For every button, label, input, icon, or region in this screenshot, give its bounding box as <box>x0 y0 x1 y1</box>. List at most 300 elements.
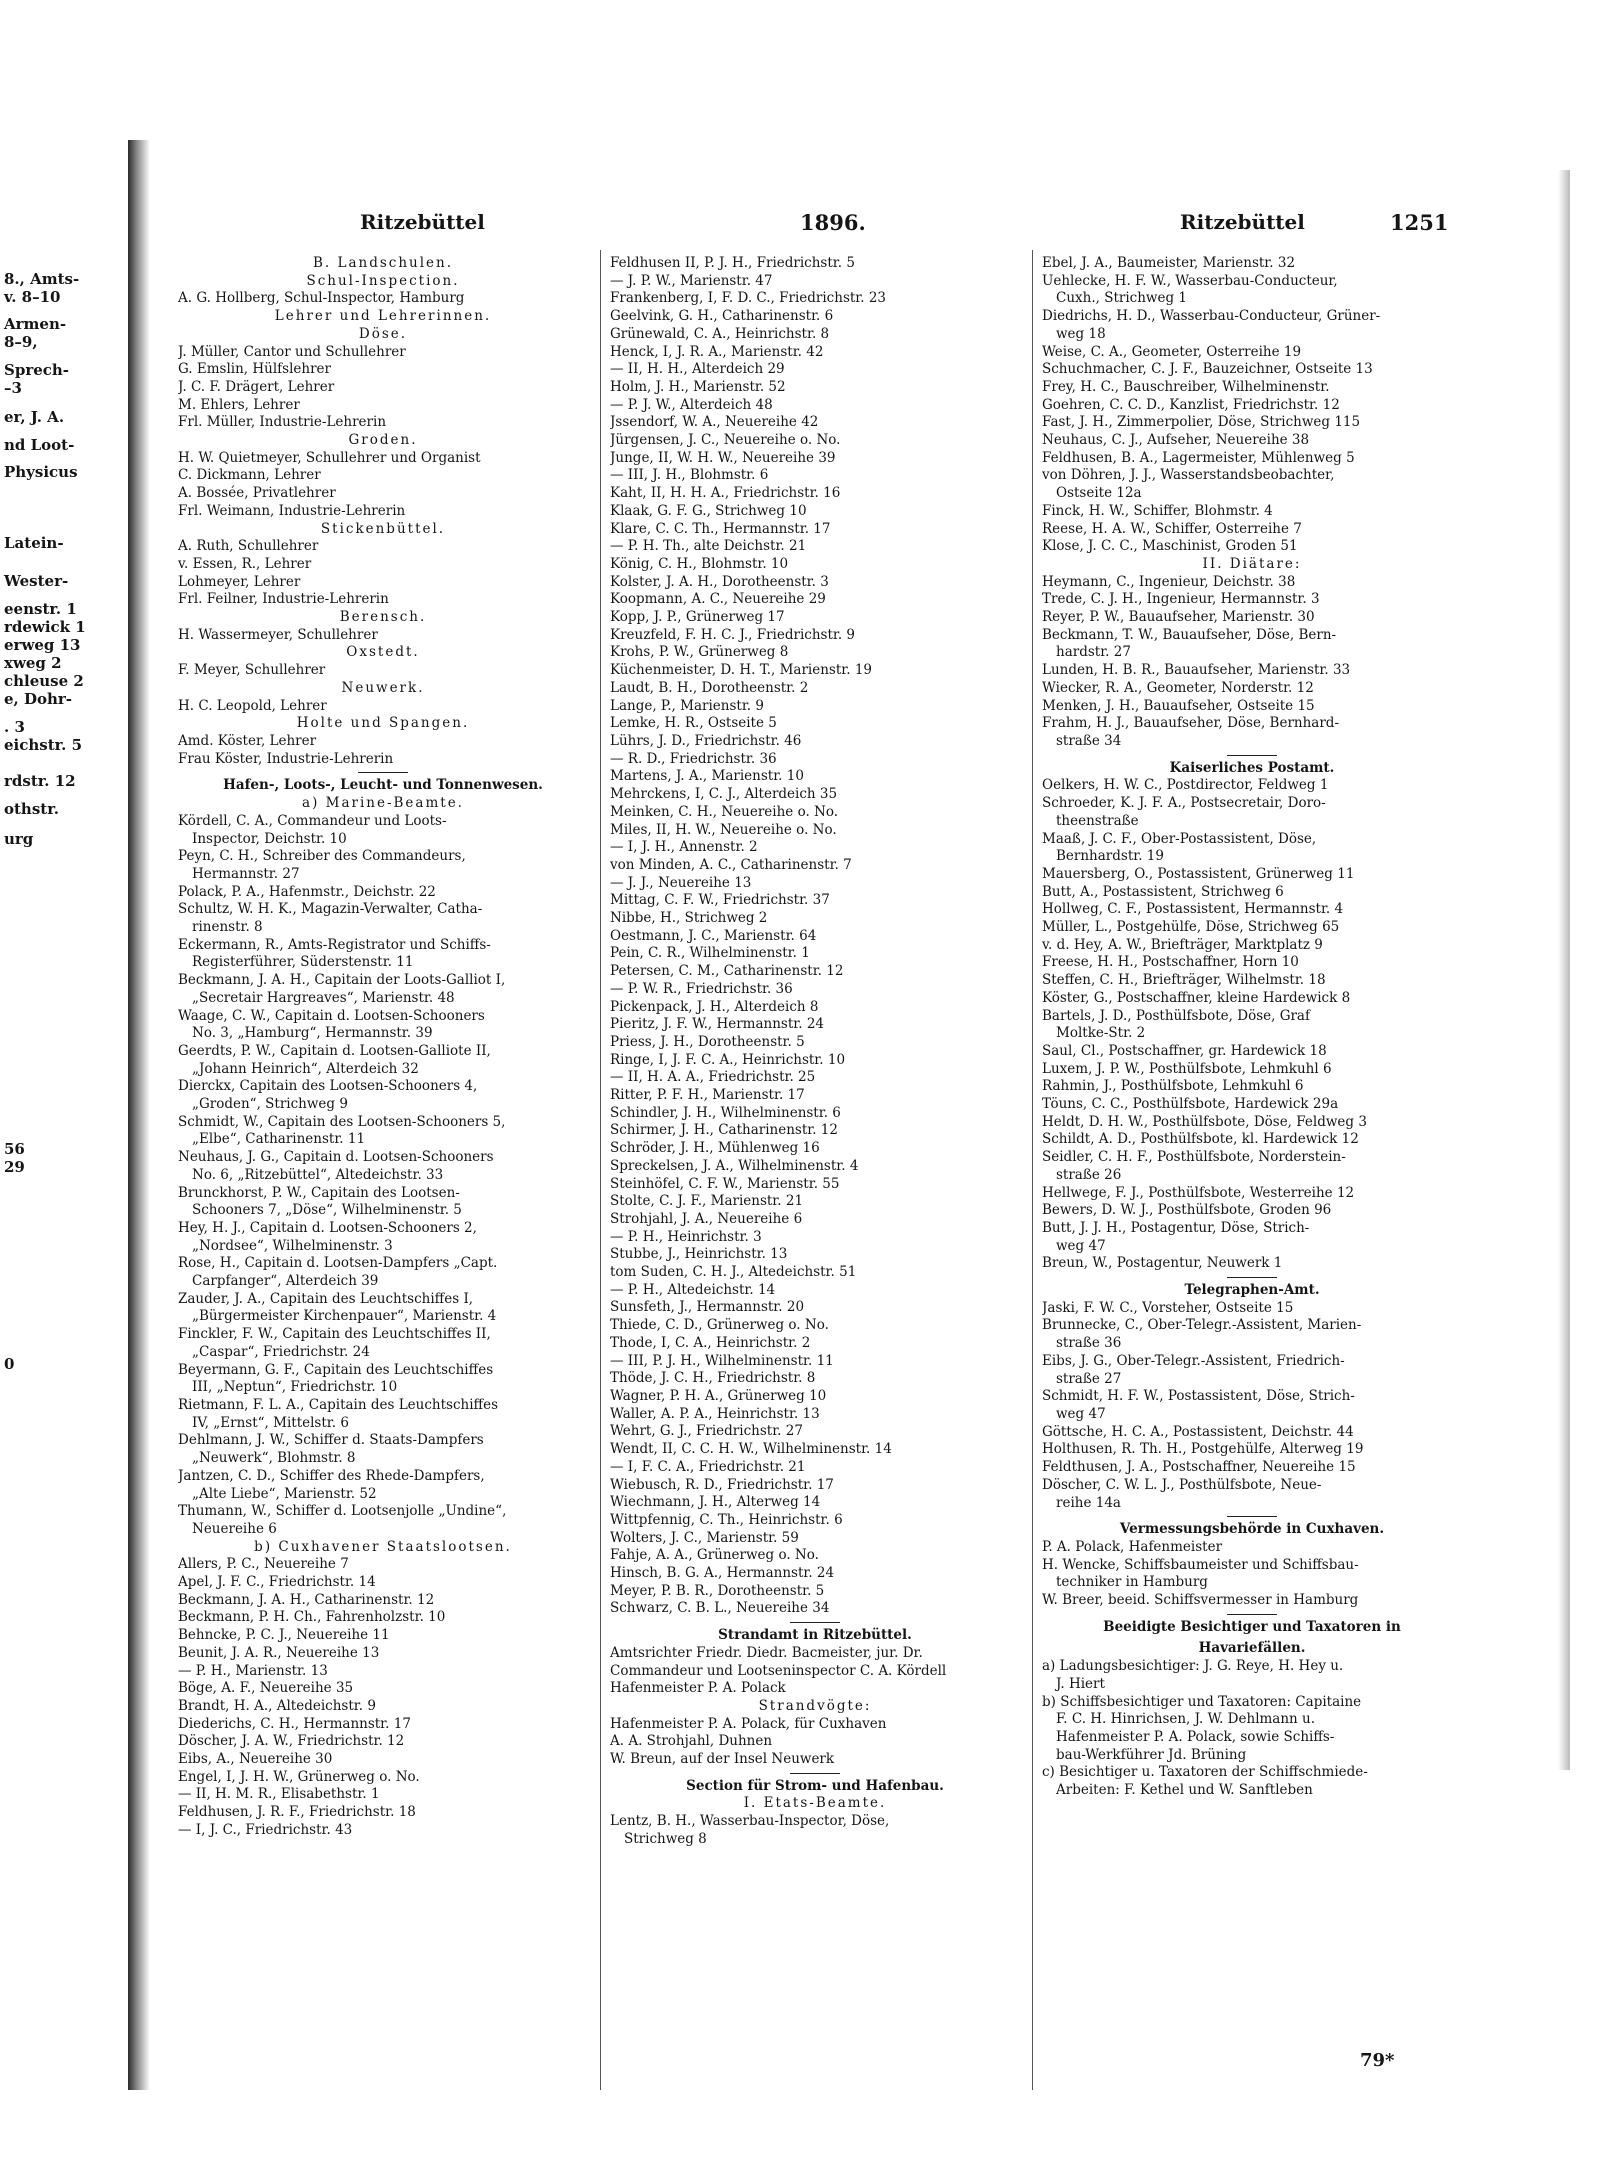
previous-page-text: 8–9, <box>4 333 38 351</box>
previous-page-text: 56 <box>4 1140 25 1158</box>
directory-entry: Lunden, H. B. R., Bauaufseher, Marienstr. 33 <box>1042 662 1351 679</box>
column-left <box>178 255 588 1840</box>
directory-entry: Apel, J. F. C., Friedrichstr. 14 <box>178 1574 376 1591</box>
directory-entry: — J. J., Neuereihe 13 <box>610 874 752 891</box>
directory-entry: Rose, H., Capitain d. Lootsen-Dampfers „Capt. <box>178 1255 498 1272</box>
directory-entry: „Johann Heinrich“, Alterdeich 32 <box>192 1060 419 1077</box>
directory-entry: Bartels, J. D., Posthülfsbote, Döse, Graf <box>1042 1007 1310 1024</box>
directory-entry: Koopmann, A. C., Neuereihe 29 <box>610 591 826 608</box>
directory-entry: Hellwege, F. J., Posthülfsbote, Westerreihe 12 <box>1042 1184 1355 1201</box>
directory-entry: Meinken, C. H., Neuereihe o. No. <box>610 803 839 820</box>
directory-entry: No. 3, „Hamburg“, Hermannstr. 39 <box>192 1025 433 1042</box>
directory-entry: Fast, J. H., Zimmerpolier, Döse, Strichweg 115 <box>1042 414 1361 431</box>
previous-page-text: rdstr. 12 <box>4 772 76 790</box>
directory-entry: Breun, W., Postagentur, Neuwerk 1 <box>1042 1255 1283 1272</box>
directory-entry: Diederichs, C. H., Hermannstr. 17 <box>178 1715 411 1732</box>
subsection-heading: II. Diätare: <box>1202 555 1302 572</box>
directory-entry: Stolte, C. J. F., Marienstr. 21 <box>610 1193 804 1210</box>
directory-entry: H. Wencke, Schiffsbaumeister und Schiffsbau- <box>1042 1556 1359 1573</box>
previous-page-text: 0 <box>4 1355 15 1373</box>
directory-entry: Polack, P. A., Hafenmstr., Deichstr. 22 <box>178 883 436 900</box>
directory-entry: — III, J. H., Blohmstr. 6 <box>610 467 769 484</box>
directory-entry: Thode, I, C. A., Heinrichstr. 2 <box>610 1334 811 1351</box>
directory-entry: hardstr. 27 <box>1056 644 1131 661</box>
directory-entry: tom Suden, C. H. J., Altedeichstr. 51 <box>610 1264 857 1281</box>
directory-entry: b) Schiffsbesichtiger und Taxatoren: Capitaine <box>1042 1693 1362 1710</box>
directory-entry: Kördell, C. A., Commandeur und Loots- <box>178 812 447 829</box>
subsection-heading: Berensch. <box>339 609 427 626</box>
directory-entry: Arbeiten: F. Kethel und W. Sanftleben <box>1056 1782 1313 1799</box>
directory-entry: Seidler, C. H. F., Posthülfsbote, Norderstein- <box>1042 1149 1346 1166</box>
directory-entry: Steinhöfel, C. F. W., Marienstr. 55 <box>610 1175 840 1192</box>
directory-entry: Freese, H. H., Postschaffner, Horn 10 <box>1042 954 1299 971</box>
directory-entry: Butt, A., Postassistent, Strichweg 6 <box>1042 883 1284 900</box>
directory-entry: Luxem, J. P. W., Posthülfsbote, Lehmkuhl 6 <box>1042 1060 1332 1077</box>
directory-entry: Holthusen, R. Th. H., Postgehülfe, Alterweg 19 <box>1042 1441 1364 1458</box>
directory-entry: Beckmann, P. H. Ch., Fahrenholzstr. 10 <box>178 1609 446 1626</box>
signature-mark: 79* <box>1360 2050 1395 2071</box>
directory-entry: Inspector, Deichstr. 10 <box>192 830 347 847</box>
directory-entry: Junge, II, W. H. W., Neuereihe 39 <box>610 449 836 466</box>
directory-entry: H. W. Quietmeyer, Schullehrer und Organist <box>178 449 481 466</box>
directory-entry: Commandeur und Lootseninspector C. A. Kördell <box>610 1662 947 1679</box>
directory-entry: No. 6, „Ritzebüttel“, Altedeichstr. 33 <box>192 1166 444 1183</box>
directory-entry: „Bürgermeister Kirchenpauer“, Marienstr. 4 <box>192 1308 497 1325</box>
directory-entry: P. A. Polack, Hafenmeister <box>1042 1538 1223 1555</box>
previous-page-text: Physicus <box>4 463 78 481</box>
directory-entry: Pickenpack, J. H., Alterdeich 8 <box>610 998 819 1015</box>
directory-entry: Henck, I, J. R. A., Marienstr. 42 <box>610 343 824 360</box>
previous-page-text: othstr. <box>4 800 59 818</box>
directory-entry: Jantzen, C. D., Schiffer des Rhede-Dampfers, <box>178 1467 485 1484</box>
directory-entry: — P. H., Marienstr. 13 <box>178 1662 328 1679</box>
directory-entry: Wehrt, G. J., Friedrichstr. 27 <box>610 1423 803 1440</box>
directory-entry: v. Essen, R., Lehrer <box>178 555 312 572</box>
directory-entry: Neuhaus, J. G., Capitain d. Lootsen-Schooners <box>178 1149 494 1166</box>
directory-entry: Stubbe, J., Heinrichstr. 13 <box>610 1246 788 1263</box>
directory-entry: von Minden, A. C., Catharinenstr. 7 <box>610 856 852 873</box>
directory-entry: Weise, C. A., Geometer, Osterreihe 19 <box>1042 343 1302 360</box>
previous-page-text: urg <box>4 830 34 848</box>
book-page <box>150 170 1540 2090</box>
directory-entry: Schröder, J. H., Mühlenweg 16 <box>610 1140 820 1157</box>
directory-entry: rinenstr. 8 <box>192 919 263 936</box>
subsection-heading: Lehrer und Lehrerinnen. <box>274 308 492 325</box>
directory-entry: Thöde, J. C. H., Friedrichstr. 8 <box>610 1370 816 1387</box>
subsection-heading: Groden. <box>348 432 418 449</box>
directory-entry: Uehlecke, H. F. W., Wasserbau-Conducteur, <box>1042 272 1338 289</box>
directory-entry: Frey, H. C., Bauschreiber, Wilhelminenstr. <box>1042 378 1330 395</box>
directory-entry: Diedrichs, H. D., Wasserbau-Conducteur, Grüner- <box>1042 308 1381 325</box>
directory-entry: Frankenberg, I, F. D. C., Friedrichstr. 23 <box>610 290 887 307</box>
previous-page-fragment <box>0 140 131 2090</box>
directory-entry: Jaski, F. W. C., Vorsteher, Ostseite 15 <box>1042 1299 1294 1316</box>
directory-entry: Bewers, D. W. J., Posthülfsbote, Groden 96 <box>1042 1202 1332 1219</box>
directory-entry: Engel, I, J. H. W., Grünerweg o. No. <box>178 1768 420 1785</box>
subsection-heading: Oxstedt. <box>346 644 420 661</box>
directory-entry: Feldhusen II, P. J. H., Friedrichstr. 5 <box>610 255 855 271</box>
directory-entry: Schmidt, H. F. W., Postassistent, Döse, Strich- <box>1042 1388 1355 1405</box>
directory-entry: Oelkers, H. W. C., Postdirector, Feldweg 1 <box>1042 777 1329 794</box>
directory-entry: straße 36 <box>1056 1335 1122 1352</box>
section-rule <box>790 1622 840 1623</box>
directory-entry: Zauder, J. A., Capitain des Leuchtschiffes I, <box>178 1290 474 1307</box>
section-heading: Vermessungsbehörde in Cuxhaven. <box>1119 1521 1385 1538</box>
book-gutter-shadow <box>128 140 150 2090</box>
directory-entry: Ostseite 12a <box>1056 485 1142 502</box>
directory-entry: — P. W. R., Friedrichstr. 36 <box>610 980 793 997</box>
subsection-heading: Schul-Inspection. <box>306 272 460 289</box>
directory-entry: Trede, C. J. H., Ingenieur, Hermannstr. 3 <box>1042 591 1320 608</box>
directory-entry: Waller, A. P. A., Heinrichstr. 13 <box>610 1405 820 1422</box>
directory-entry: „Neuwerk“, Blohmstr. 8 <box>192 1450 356 1467</box>
directory-entry: straße 27 <box>1056 1370 1122 1387</box>
directory-entry: Geelvink, G. H., Catharinenstr. 6 <box>610 308 834 325</box>
directory-entry: Reese, H. A. W., Schiffer, Osterreihe 7 <box>1042 520 1302 537</box>
directory-entry: Beyermann, G. F., Capitain des Leuchtschiffes <box>178 1361 494 1378</box>
directory-entry: J. Müller, Cantor und Schullehrer <box>178 343 406 360</box>
directory-entry: Martens, J. A., Marienstr. 10 <box>610 768 804 785</box>
directory-entry: Maaß, J. C. F., Ober-Postassistent, Döse, <box>1042 830 1317 847</box>
section-rule <box>790 1773 840 1774</box>
directory-entry: H. C. Leopold, Lehrer <box>178 697 327 714</box>
directory-entry: Beckmann, J. A. H., Capitain der Loots-Galliot I, <box>178 972 506 989</box>
section-rule <box>1227 1614 1277 1615</box>
directory-entry: Registerführer, Süderstenstr. 11 <box>192 954 414 971</box>
directory-entry: Döscher, J. A. W., Friedrichstr. 12 <box>178 1733 405 1750</box>
directory-entry: Amd. Köster, Lehrer <box>178 732 317 749</box>
directory-entry: Wagner, P. H. A., Grünerweg 10 <box>610 1388 827 1404</box>
directory-entry: Neuhaus, C. J., Aufseher, Neuereihe 38 <box>1042 432 1310 449</box>
directory-entry: Moltke-Str. 2 <box>1056 1025 1146 1042</box>
column-right <box>1042 255 1462 1800</box>
directory-entry: Bernhardstr. 19 <box>1056 848 1164 865</box>
directory-entry: Schmidt, W., Capitain des Lootsen-Schooners 5, <box>178 1113 506 1130</box>
previous-page-text: –3 <box>4 379 22 397</box>
directory-entry: Geerdts, P. W., Capitain d. Lootsen-Galliote II, <box>178 1042 491 1059</box>
directory-entry: Frahm, H. J., Bauaufseher, Döse, Bernhard- <box>1042 715 1340 732</box>
directory-entry: Oestmann, J. C., Marienstr. 64 <box>610 927 817 944</box>
directory-entry: Schooners 7, „Döse“, Wilhelminenstr. 5 <box>192 1202 462 1219</box>
directory-entry: Fahje, A. A., Grünerweg o. No. <box>610 1547 819 1564</box>
directory-entry: Brandt, H. A., Altedeichstr. 9 <box>178 1697 376 1714</box>
subsection-heading: B. Landschulen. <box>312 255 454 271</box>
directory-entry: Lührs, J. D., Friedrichstr. 46 <box>610 732 802 749</box>
directory-entry: Frl. Weimann, Industrie-Lehrerin <box>178 502 406 519</box>
section-heading: Strandamt in Ritzebüttel. <box>718 1627 912 1644</box>
directory-entry: bau-Werkführer Jd. Brüning <box>1056 1746 1247 1763</box>
previous-page-text: Armen- <box>4 315 67 333</box>
directory-entry: „Caspar“, Friedrichstr. 24 <box>192 1343 370 1360</box>
directory-entry: Waage, C. W., Capitain d. Lootsen-Schooners <box>178 1007 485 1024</box>
directory-entry: a) Ladungsbesichtiger: J. G. Reye, H. Hey u. <box>1042 1658 1344 1675</box>
directory-entry: Amtsrichter Friedr. Diedr. Bacmeister, jur. Dr. <box>610 1644 923 1661</box>
directory-entry: — I, J. H., Annenstr. 2 <box>610 839 758 856</box>
directory-entry: Heymann, C., Ingenieur, Deichstr. 38 <box>1042 573 1296 590</box>
directory-entry: Hey, H. J., Capitain d. Lootsen-Schooners 2, <box>178 1219 477 1236</box>
directory-entry: Wiecker, R. A., Geometer, Norderstr. 12 <box>1042 679 1314 696</box>
directory-entry: — I, J. C., Friedrichstr. 43 <box>178 1821 353 1838</box>
directory-entry: Frl. Feilner, Industrie-Lehrerin <box>178 591 389 608</box>
directory-entry: Pein, C. R., Wilhelminenstr. 1 <box>610 945 810 962</box>
directory-entry: Mehrckens, I, C. J., Alterdeich 35 <box>610 786 838 803</box>
directory-entry: Wittpfennig, C. Th., Heinrichstr. 6 <box>610 1511 843 1528</box>
directory-entry: C. Dickmann, Lehrer <box>178 467 321 484</box>
directory-entry: Laudt, B. H., Dorotheenstr. 2 <box>610 679 809 696</box>
directory-entry: Schroeder, K. J. F. A., Postsecretair, Doro- <box>1042 795 1326 812</box>
directory-entry: Butt, J. J. H., Postagentur, Döse, Strich- <box>1042 1219 1310 1236</box>
directory-entry: Töuns, C. C., Posthülfsbote, Hardewick 29a <box>1042 1096 1339 1113</box>
page-edge <box>1558 170 1570 1770</box>
directory-entry: J. Hiert <box>1056 1675 1105 1692</box>
directory-entry: weg 18 <box>1056 325 1106 342</box>
subsection-heading: Neuwerk. <box>341 679 425 696</box>
directory-entry: Petersen, C. M., Catharinenstr. 12 <box>610 963 844 980</box>
directory-entry: W. Breun, auf der Insel Neuwerk <box>610 1751 835 1768</box>
directory-entry: Eibs, J. G., Ober-Telegr.-Assistent, Friedrich- <box>1042 1352 1345 1369</box>
directory-entry: Hollweg, C. F., Postassistent, Hermannstr. 4 <box>1042 901 1344 918</box>
year-heading: 1896. <box>800 210 866 235</box>
directory-entry: „Groden“, Strichweg 9 <box>192 1096 348 1113</box>
directory-entry: Thumann, W., Schiffer d. Lootsenjolle „Undine“, <box>178 1503 507 1520</box>
subsection-heading: I. Etats-Beamte. <box>743 1795 887 1812</box>
directory-entry: Spreckelsen, J. A., Wilhelminenstr. 4 <box>610 1157 859 1174</box>
directory-entry: Hermannstr. 27 <box>192 865 300 882</box>
directory-entry: Holm, J. H., Marienstr. 52 <box>610 378 786 395</box>
column-middle <box>610 255 1020 1849</box>
subsection-heading: a) Marine-Beamte. <box>302 795 464 812</box>
directory-entry: c) Besichtiger u. Taxatoren der Schiffschmiede- <box>1042 1764 1368 1781</box>
directory-entry: Beckmann, J. A. H., Catharinenstr. 12 <box>178 1591 435 1608</box>
directory-entry: v. d. Hey, A. W., Briefträger, Marktplatz 9 <box>1042 936 1323 953</box>
directory-entry: — II, H. M. R., Elisabethstr. 1 <box>178 1786 380 1803</box>
directory-entry: Finck, H. W., Schiffer, Blohmstr. 4 <box>1042 502 1273 519</box>
directory-entry: — P. H. Th., alte Deichstr. 21 <box>610 538 807 555</box>
directory-entry: Wiebusch, R. D., Friedrichstr. 17 <box>610 1476 834 1493</box>
directory-entry: Heldt, D. H. W., Posthülfsbote, Döse, Feldweg 3 <box>1042 1113 1367 1130</box>
directory-entry: — P. H., Heinrichstr. 3 <box>610 1228 762 1245</box>
running-head-left: Ritzebüttel <box>360 210 485 234</box>
previous-page-text: chleuse 2 <box>4 672 84 690</box>
directory-entry: Hafenmeister P. A. Polack, für Cuxhaven <box>610 1715 887 1732</box>
section-heading: Hafen-, Loots-, Leucht- und Tonnenwesen. <box>223 777 543 794</box>
previous-page-text: . 3 <box>4 718 25 736</box>
directory-entry: Kopp, J. P., Grünerweg 17 <box>610 609 785 626</box>
directory-entry: Ebel, J. A., Baumeister, Marienstr. 32 <box>1042 255 1296 271</box>
directory-entry: Schuchmacher, C. J. F., Bauzeichner, Ostseite 13 <box>1042 361 1373 378</box>
directory-entry: Steffen, C. H., Briefträger, Wilhelmstr. 18 <box>1042 972 1326 989</box>
section-heading: Telegraphen-Amt. <box>1184 1282 1320 1299</box>
directory-entry: Feldhusen, B. A., Lagermeister, Mühlenweg 5 <box>1042 449 1355 466</box>
directory-entry: Kolster, J. A. H., Dorotheenstr. 3 <box>610 573 829 590</box>
subsection-heading: b) Cuxhavener Staatslootsen. <box>254 1538 512 1555</box>
previous-page-text: v. 8–10 <box>4 288 61 306</box>
directory-entry: Lemke, H. R., Ostseite 5 <box>610 715 777 732</box>
directory-entry: Frl. Müller, Industrie-Lehrerin <box>178 414 387 431</box>
directory-entry: weg 47 <box>1056 1406 1106 1422</box>
directory-entry: Dierckx, Capitain des Lootsen-Schooners 4, <box>178 1078 478 1095</box>
subsection-heading: Strandvögte: <box>758 1697 872 1714</box>
section-heading: Kaiserliches Postamt. <box>1169 759 1335 776</box>
directory-entry: „Alte Liebe“, Marienstr. 52 <box>192 1485 377 1502</box>
directory-entry: Strohjahl, J. A., Neuereihe 6 <box>610 1210 803 1227</box>
directory-entry: reihe 14a <box>1056 1494 1121 1511</box>
directory-entry: Klare, C. C. Th., Hermannstr. 17 <box>610 520 831 537</box>
section-rule <box>1227 755 1277 756</box>
directory-entry: weg 47 <box>1056 1237 1106 1254</box>
directory-entry: Goehren, C. C. D., Kanzlist, Friedrichstr. 12 <box>1042 396 1340 413</box>
directory-entry: Eckermann, R., Amts-Registrator und Schiffs- <box>178 936 491 953</box>
directory-entry: Schwarz, C. B. L., Neuereihe 34 <box>610 1600 830 1617</box>
directory-entry: Müller, L., Postgehülfe, Döse, Strichweg 65 <box>1042 919 1340 936</box>
directory-entry: Schultz, W. H. K., Magazin-Verwalter, Catha- <box>178 901 483 918</box>
directory-entry: Brunckhorst, P. W., Capitain des Lootsen- <box>178 1184 460 1201</box>
directory-entry: techniker in Hamburg <box>1056 1574 1208 1591</box>
subsection-heading: Holte und Spangen. <box>296 715 470 732</box>
directory-entry: Kreuzfeld, F. H. C. J., Friedrichstr. 9 <box>610 626 856 643</box>
previous-page-text: Sprech- <box>4 361 70 379</box>
directory-entry: Beunit, J. A. R., Neuereihe 13 <box>178 1644 380 1661</box>
directory-entry: Cuxh., Strichweg 1 <box>1056 290 1187 307</box>
directory-entry: Klaak, G. F. G., Strichweg 10 <box>610 502 807 519</box>
page-number: 1251 <box>1390 210 1449 235</box>
directory-entry: III, „Neptun“, Friedrichstr. 10 <box>192 1379 398 1396</box>
previous-page-text: xweg 2 <box>4 654 62 672</box>
directory-entry: Sunsfeth, J., Hermannstr. 20 <box>610 1299 805 1316</box>
directory-entry: — III, P. J. H., Wilhelminenstr. 11 <box>610 1352 834 1369</box>
directory-entry: Hafenmeister P. A. Polack <box>610 1680 786 1697</box>
directory-entry: von Döhren, J. J., Wasserstandsbeobachter, <box>1042 467 1335 484</box>
directory-entry: Reyer, P. W., Bauaufseher, Marienstr. 30 <box>1042 609 1315 626</box>
directory-entry: Meyer, P. B. R., Dorotheenstr. 5 <box>610 1582 825 1599</box>
directory-entry: — P. H., Altedeichstr. 14 <box>610 1281 776 1298</box>
directory-entry: Küchenmeister, D. H. T., Marienstr. 19 <box>610 662 873 679</box>
directory-entry: Rietmann, F. L. A., Capitain des Leuchtschiffes <box>178 1397 499 1413</box>
directory-entry: G. Emslin, Hülfslehrer <box>178 361 331 378</box>
section-rule <box>358 772 408 773</box>
directory-entry: Allers, P. C., Neuereihe 7 <box>178 1556 349 1573</box>
previous-page-text: eichstr. 5 <box>4 736 83 754</box>
section-rule <box>1227 1516 1277 1517</box>
column-divider <box>1032 250 1033 2090</box>
directory-entry: Hafenmeister P. A. Polack, sowie Schiffs- <box>1056 1728 1335 1745</box>
directory-entry: W. Breer, beeid. Schiffsvermesser in Hamburg <box>1042 1592 1359 1609</box>
subsection-heading: Döse. <box>358 325 408 342</box>
previous-page-text: 8., Amts- <box>4 270 80 288</box>
section-heading: Beeidigte Besichtiger und Taxatoren in <box>1103 1618 1401 1635</box>
directory-entry: Wiechmann, J. H., Alterweg 14 <box>610 1494 821 1511</box>
directory-entry: Klose, J. C. C., Maschinist, Groden 51 <box>1042 538 1298 555</box>
directory-entry: Schirmer, J. H., Catharinenstr. 12 <box>610 1122 838 1139</box>
directory-entry: Nibbe, H., Strichweg 2 <box>610 910 768 927</box>
directory-entry: F. C. H. Hinrichsen, J. W. Dehlmann u. <box>1056 1711 1316 1728</box>
directory-entry: Jssendorf, W. A., Neuereihe 42 <box>610 414 819 431</box>
directory-entry: A. A. Strohjahl, Duhnen <box>610 1733 773 1750</box>
previous-page-text: e, Dohr- <box>4 690 73 708</box>
directory-entry: IV, „Ernst“, Mittelstr. 6 <box>192 1414 349 1431</box>
directory-entry: straße 34 <box>1056 732 1122 749</box>
directory-entry: Miles, II, H. W., Neuereihe o. No. <box>610 821 837 838</box>
directory-entry: Menken, J. H., Bauaufseher, Ostseite 15 <box>1042 697 1315 714</box>
directory-entry: „Elbe“, Catharinenstr. 11 <box>192 1131 366 1148</box>
directory-entry: J. C. F. Drägert, Lehrer <box>178 378 335 395</box>
previous-page-text: Wester- <box>4 572 69 590</box>
previous-page-text: rdewick 1 <box>4 618 86 636</box>
directory-entry: „Nordsee“, Wilhelminenstr. 3 <box>192 1237 393 1254</box>
directory-entry: F. Meyer, Schullehrer <box>178 662 326 679</box>
directory-entry: Eibs, A., Neuereihe 30 <box>178 1751 333 1768</box>
previous-page-text: Latein- <box>4 534 64 552</box>
directory-entry: Kaht, II, H. H. A., Friedrichstr. 16 <box>610 485 841 502</box>
directory-entry: Mauersberg, O., Postassistent, Grünerweg 11 <box>1042 865 1355 882</box>
directory-entry: „Secretair Hargreaves“, Marienstr. 48 <box>192 989 455 1006</box>
section-heading: Havariefällen. <box>1198 1640 1306 1657</box>
directory-entry: Göttsche, H. C. A., Postassistent, Deichstr. 44 <box>1042 1423 1354 1440</box>
directory-entry: H. Wassermeyer, Schullehrer <box>178 626 378 643</box>
previous-page-text: erweg 13 <box>4 636 81 654</box>
directory-entry: Wendt, II, C. C. H. W., Wilhelminenstr. 14 <box>610 1441 892 1458</box>
directory-entry: A. Ruth, Schullehrer <box>178 538 319 555</box>
directory-entry: Mittag, C. F. W., Friedrichstr. 37 <box>610 892 830 909</box>
section-heading: Section für Strom- und Hafenbau. <box>686 1777 944 1794</box>
directory-entry: König, C. H., Blohmstr. 10 <box>610 555 789 572</box>
directory-entry: Saul, Cl., Postschaffner, gr. Hardewick 18 <box>1042 1042 1327 1059</box>
directory-entry: Pieritz, J. F. W., Hermannstr. 24 <box>610 1016 825 1033</box>
directory-entry: Feldthusen, J. A., Postschaffner, Neuereihe 15 <box>1042 1459 1356 1476</box>
directory-entry: Finckler, F. W., Capitain des Leuchtschiffes II, <box>178 1326 491 1343</box>
directory-entry: A. Bossée, Privatlehrer <box>178 485 336 502</box>
previous-page-text: er, J. A. <box>4 408 65 426</box>
directory-entry: Jürgensen, J. C., Neuereihe o. No. <box>610 432 841 449</box>
directory-entry: straße 26 <box>1056 1166 1122 1183</box>
directory-entry: M. Ehlers, Lehrer <box>178 396 300 413</box>
directory-entry: Lange, P., Marienstr. 9 <box>610 697 764 714</box>
directory-entry: Hinsch, B. G. A., Hermannstr. 24 <box>610 1565 835 1582</box>
directory-entry: Neuereihe 6 <box>192 1520 277 1537</box>
directory-entry: Carpfanger“, Alterdeich 39 <box>192 1273 379 1290</box>
directory-entry: Dehlmann, J. W., Schiffer d. Staats-Dampfers <box>178 1432 484 1449</box>
previous-page-text: 29 <box>4 1158 25 1176</box>
directory-entry: A. G. Hollberg, Schul-Inspector, Hamburg <box>178 290 465 307</box>
directory-entry: Peyn, C. H., Schreiber des Commandeurs, <box>178 848 466 865</box>
directory-entry: Krohs, P. W., Grünerweg 8 <box>610 644 789 661</box>
directory-entry: Strichweg 8 <box>624 1830 707 1847</box>
directory-entry: Priess, J. H., Dorotheenstr. 5 <box>610 1033 805 1050</box>
directory-entry: — J. P. W., Marienstr. 47 <box>610 272 773 289</box>
directory-entry: Rahmin, J., Posthülfsbote, Lehmkuhl 6 <box>1042 1078 1304 1095</box>
directory-entry: Thiede, C. D., Grünerweg o. No. <box>610 1317 829 1334</box>
directory-entry: Lentz, B. H., Wasserbau-Inspector, Döse, <box>610 1813 890 1830</box>
running-head-right: Ritzebüttel <box>1180 210 1305 234</box>
directory-entry: Ringe, I, J. F. C. A., Heinrichstr. 10 <box>610 1051 846 1068</box>
directory-entry: Schindler, J. H., Wilhelminenstr. 6 <box>610 1104 841 1121</box>
directory-entry: Böge, A. F., Neuereihe 35 <box>178 1680 354 1697</box>
directory-entry: Döscher, C. W. L. J., Posthülfsbote, Neue- <box>1042 1476 1322 1493</box>
directory-entry: Frau Köster, Industrie-Lehrerin <box>178 750 394 767</box>
previous-page-text: eenstr. 1 <box>4 600 77 618</box>
directory-entry: Lohmeyer, Lehrer <box>178 573 301 590</box>
directory-entry: theenstraße <box>1056 812 1139 829</box>
subsection-heading: Stickenbüttel. <box>320 520 446 537</box>
column-divider <box>600 250 601 2090</box>
directory-entry: Ritter, P. F. H., Marienstr. 17 <box>610 1087 805 1104</box>
directory-entry: Schildt, A. D., Posthülfsbote, kl. Hardewick 12 <box>1042 1131 1359 1148</box>
directory-entry: Wolters, J. C., Marienstr. 59 <box>610 1529 799 1546</box>
directory-entry: — P. J. W., Alterdeich 48 <box>610 396 773 413</box>
directory-entry: Grünewald, C. A., Heinrichstr. 8 <box>610 325 830 342</box>
directory-entry: Köster, G., Postschaffner, kleine Hardewick 8 <box>1042 989 1351 1006</box>
directory-entry: — II, H. H., Alterdeich 29 <box>610 361 785 378</box>
